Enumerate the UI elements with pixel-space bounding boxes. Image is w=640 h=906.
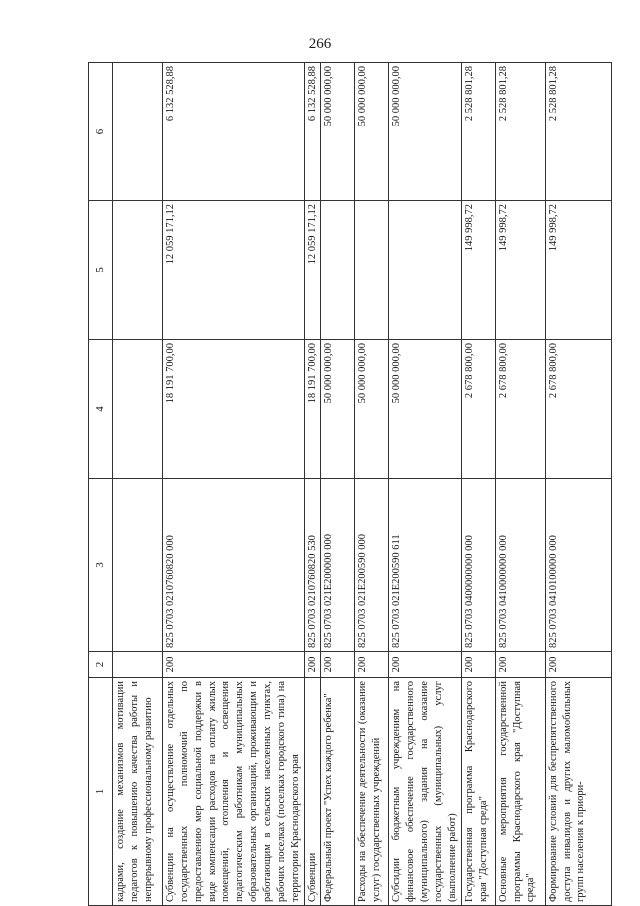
row-value-4: 2 678 800,00: [545, 340, 611, 479]
column-header: 3: [89, 479, 113, 652]
row-kbk: 825 0703 0400000000 000: [461, 479, 495, 652]
row-value-5: 12 059 171,12: [163, 201, 305, 340]
row-kbk: 825 0703 0410000000 000: [495, 479, 545, 652]
row-code: 200: [304, 652, 321, 678]
row-value-5: 149 998,72: [495, 201, 545, 340]
row-value-5: [321, 201, 355, 340]
row-kbk: 825 0703 0210760820 530: [304, 479, 321, 652]
row-kbk: [113, 479, 163, 652]
table-row: [461, 63, 495, 906]
row-kbk: 825 0703 021E200000 000: [321, 479, 355, 652]
table-row: [355, 63, 389, 906]
table-row: [304, 63, 321, 906]
row-value-4: 18 191 700,00: [163, 340, 305, 479]
column-header: 2: [89, 652, 113, 678]
row-name: Государственная программа Краснодарского края "Доступная среда": [461, 678, 495, 906]
column-header: 4: [89, 340, 113, 479]
row-value-4: 2 678 800,00: [495, 340, 545, 479]
row-value-4: 50 000 000,00: [321, 340, 355, 479]
budget-table: [88, 62, 612, 906]
table-row: [321, 63, 355, 906]
row-code: 200: [355, 652, 389, 678]
row-name: Федеральный проект "Успех каждого ребенка": [321, 678, 355, 906]
row-code: 200: [495, 652, 545, 678]
row-kbk: 825 0703 0410100000 000: [545, 479, 611, 652]
table-row: [163, 63, 305, 906]
row-code: 200: [461, 652, 495, 678]
row-code: 200: [545, 652, 611, 678]
row-kbk: 825 0703 021E200590 000: [355, 479, 389, 652]
row-value-6: 50 000 000,00: [389, 63, 461, 201]
row-value-6: 6 132 528,88: [304, 63, 321, 201]
row-value-5: 149 998,72: [545, 201, 611, 340]
row-value-5: [355, 201, 389, 340]
row-code: 200: [321, 652, 355, 678]
row-value-6: 2 528 801,28: [495, 63, 545, 201]
row-value-6: 2 528 801,28: [461, 63, 495, 201]
row-code: 200: [389, 652, 461, 678]
row-value-6: [113, 63, 163, 201]
column-header: 1: [89, 678, 113, 906]
row-name: кадрами, создание механизмов мотивации педагогов к повышению качества работы и непрерывному профессиональному развитию: [113, 678, 163, 906]
header-row: [89, 63, 113, 906]
page-number: 266: [308, 36, 332, 52]
column-header: 5: [89, 201, 113, 340]
row-value-6: 50 000 000,00: [355, 63, 389, 201]
row-value-5: [113, 201, 163, 340]
row-kbk: 825 0703 0210760820 000: [163, 479, 305, 652]
row-value-5: 12 059 171,12: [304, 201, 321, 340]
row-name: Субсидии бюджетным учреждениям на финансовое обеспечение государственного (муниципального) задания на оказание государственных (муниципальных) услуг (выполнение работ): [389, 678, 461, 906]
row-value-6: 6 132 528,88: [163, 63, 305, 201]
row-code: 200: [163, 652, 305, 678]
row-name: Субвенции на осуществление отдельных государственных полномочий по предоставлению мер социальной поддержки в виде компенсации расходов на оплату жилых помещений, отопления и освещения педагогическим работникам муниципальных образовательных организаций, проживающим и работающим в сельских населенных пунктах, рабочих поселках (поселках городского типа) на территории Краснодарского края: [163, 678, 305, 906]
column-header: 6: [89, 63, 113, 201]
row-name: Расходы на обеспечение деятельности (оказание услуг) государственных учреждений: [355, 678, 389, 906]
row-value-4: 18 191 700,00: [304, 340, 321, 479]
row-value-6: 2 528 801,28: [545, 63, 611, 201]
row-name: Формирование условий для беспрепятственного доступа инвалидов и других маломобильных групп населения к приори-: [545, 678, 611, 906]
table-row: [113, 63, 163, 906]
row-value-4: 50 000 000,00: [389, 340, 461, 479]
row-value-5: 149 998,72: [461, 201, 495, 340]
table-container: [88, 63, 608, 906]
row-value-4: [113, 340, 163, 479]
row-code: [113, 652, 163, 678]
row-value-4: 50 000 000,00: [355, 340, 389, 479]
row-value-6: 50 000 000,00: [321, 63, 355, 201]
table-row: [495, 63, 545, 906]
row-name: Субвенции: [304, 678, 321, 906]
row-value-5: [389, 201, 461, 340]
row-kbk: 825 0703 021E200590 611: [389, 479, 461, 652]
row-value-4: 2 678 800,00: [461, 340, 495, 479]
table-row: [389, 63, 461, 906]
row-name: Основные мероприятия государственной программы Краснодарского края "Доступная среда": [495, 678, 545, 906]
table-row: [545, 63, 611, 906]
